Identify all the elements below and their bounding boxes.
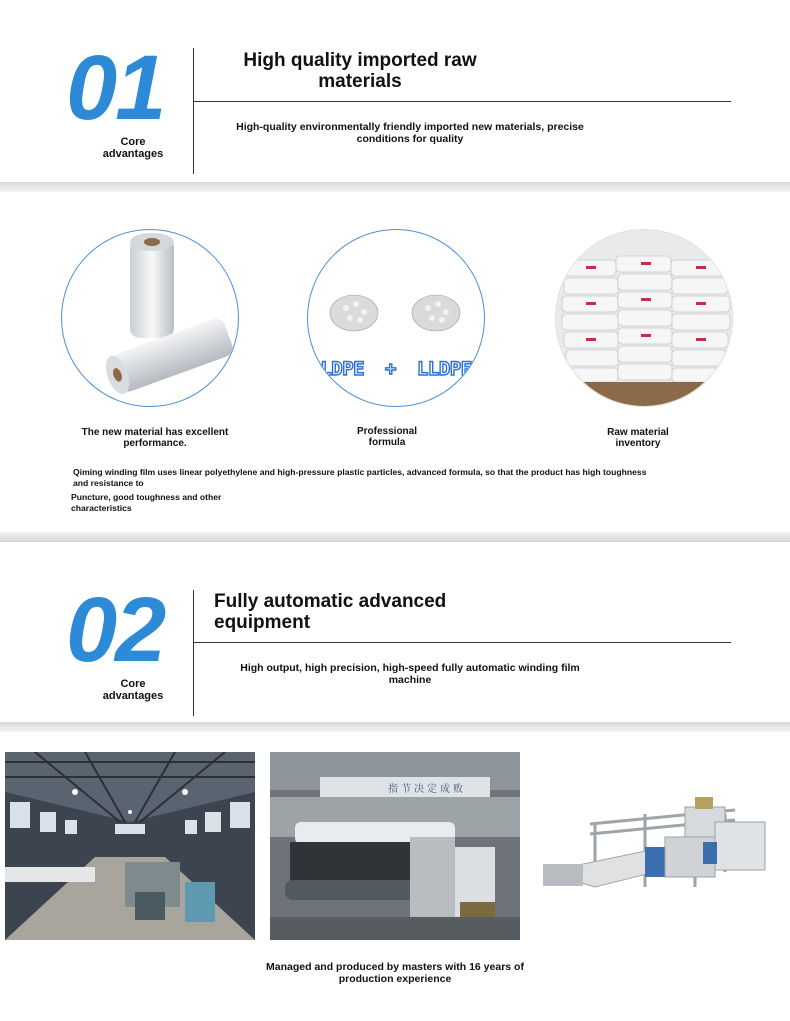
core-advantages-label: Core advantages — [102, 678, 164, 702]
section-1-header — [0, 0, 790, 182]
raw-material-sacks-image — [555, 229, 733, 407]
section-subtitle: High-quality environmentally friendly imported new materials, precise conditions for quality — [236, 121, 584, 145]
separator — [0, 722, 790, 732]
formula-label: LDPE + LLDPE — [320, 358, 472, 380]
material-caption-3: Raw material inventory — [607, 427, 669, 449]
separator — [0, 182, 790, 192]
section-2-header — [0, 542, 790, 722]
materials-description-2: Puncture, good toughness and other characteristics — [71, 492, 222, 513]
equipment-section — [0, 732, 790, 1021]
section-number: 02 — [66, 579, 165, 681]
core-advantages-label: Core advantages — [102, 136, 164, 160]
material-caption-2: Professional formula — [356, 426, 418, 448]
horizontal-divider — [193, 101, 731, 102]
section-number: 01 — [66, 37, 165, 139]
materials-description: Qiming winding film uses linear polyethylene and high-pressure plastic particles, advanced formula, so that the product has high toughness and resistance to — [73, 467, 647, 488]
section-heading: Fully automatic advanced equipment — [214, 591, 447, 633]
film-roll-image — [61, 229, 239, 407]
separator — [0, 532, 790, 542]
equipment-caption: Managed and produced by masters with 16 years of production experience — [266, 961, 524, 985]
factory-sign: 指节决定成败 — [388, 784, 466, 795]
horizontal-divider — [193, 642, 731, 643]
vertical-divider — [193, 48, 194, 174]
material-caption-1: The new material has excellent performance. — [81, 427, 229, 449]
vertical-divider — [193, 590, 194, 716]
winding-machine-photo — [270, 752, 520, 940]
section-heading: High quality imported raw materials — [243, 50, 477, 92]
production-line-render — [535, 752, 785, 940]
materials-section — [0, 192, 790, 532]
section-subtitle: High output, high precision, high-speed fully automatic winding film machine — [240, 662, 580, 686]
factory-hall-photo — [5, 752, 255, 940]
pellets-image — [307, 229, 485, 407]
